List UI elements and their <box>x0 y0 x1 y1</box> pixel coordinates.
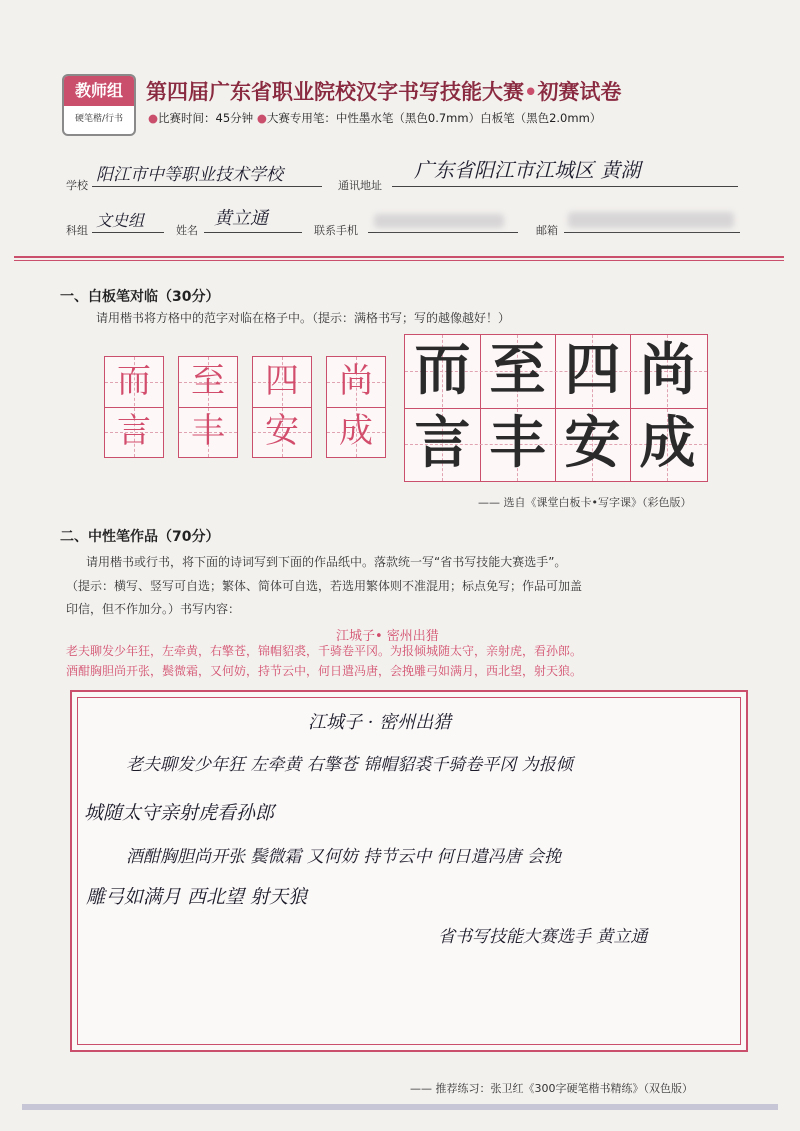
address-label: 通讯地址 <box>338 179 382 192</box>
name-label: 姓名 <box>176 224 198 237</box>
group-field[interactable] <box>92 208 164 233</box>
phone-label: 联系手机 <box>314 224 358 237</box>
model-char: 丰 <box>191 411 225 451</box>
copied-char: 丰 <box>489 411 546 476</box>
poem-line: 老夫聊发少年狂，左牵黄，右擎苍，锦帽貂裘，千骑卷平冈。为报倾城随太守，亲射虎，看孙郎。 <box>66 644 583 658</box>
title-dot: • <box>524 80 538 104</box>
copied-char: 成 <box>639 411 696 476</box>
copied-char: 四 <box>564 338 621 403</box>
subtitle <box>148 110 601 126</box>
model-char: 而 <box>117 361 151 401</box>
email-field[interactable] <box>564 208 740 233</box>
model-grid-3 <box>252 356 312 458</box>
model-char: 四 <box>265 361 299 401</box>
school-value: 阳江市中等职业技术学校 <box>96 165 283 185</box>
copied-char: 至 <box>489 338 546 403</box>
title-main: 第四届广东省职业院校汉字书写技能大赛 <box>146 80 524 104</box>
work-line: 雕弓如满月 西北望 射天狼 <box>86 886 308 908</box>
model-char: 安 <box>265 411 299 451</box>
name-value: 黄立通 <box>214 208 268 229</box>
model-char: 尚 <box>339 361 373 401</box>
copied-char: 而 <box>414 338 471 403</box>
divider <box>14 260 784 261</box>
copied-char: 言 <box>414 411 471 476</box>
page-title <box>146 76 621 106</box>
section2-instruction-1: 请用楷书或行书，将下面的诗词写到下面的作品纸中。落款统一写“省书写技能大赛选手”。 <box>86 555 567 569</box>
model-char: 至 <box>191 361 225 401</box>
section1-instruction: 请用楷书将方格中的范字对临在格子中。（提示：满格书写；写的越像越好！） <box>96 311 511 325</box>
copied-char: 安 <box>564 411 621 476</box>
group-badge <box>62 74 136 136</box>
section1-heading: 一、白板笔对临（30分） <box>60 289 220 305</box>
group-label: 科组 <box>66 224 88 237</box>
exam-time: 比赛时间：45分钟 <box>158 111 254 125</box>
name-field[interactable] <box>204 206 302 233</box>
section2-instruction-3: 印信，但不作加分。）书写内容： <box>66 602 241 616</box>
bullet-icon: ● <box>256 111 267 125</box>
model-char: 言 <box>117 411 151 451</box>
divider <box>14 256 784 258</box>
footer-bar <box>22 1104 778 1110</box>
phone-redacted <box>374 214 504 228</box>
section2-heading: 二、中性笔作品（70分） <box>60 529 220 545</box>
address-field[interactable] <box>392 160 738 187</box>
signature: 省书写技能大赛选手 黄立通 <box>438 927 648 947</box>
address-value: 广东省阳江市江城区 黄湖 <box>414 158 641 182</box>
exam-pens: 大赛专用笔：中性墨水笔（黑色0.7mm）白板笔（黑色2.0mm） <box>266 111 602 125</box>
work-line: 酒酣胸胆尚开张 鬓微霜 又何妨 持节云中 何日遣冯唐 会挽 <box>126 847 562 867</box>
copy-grid[interactable] <box>404 334 708 482</box>
section1-source: —— 选自《课堂白板卡•写字课》（彩色版） <box>478 496 692 509</box>
title-end: 初赛试卷 <box>537 80 622 104</box>
badge-subtitle: 硬笔楷/行书 <box>74 114 124 124</box>
group-value: 文史组 <box>96 211 145 230</box>
bullet-icon: ● <box>148 111 159 125</box>
copied-char: 尚 <box>639 338 696 403</box>
poem-title: 江城子• 密州出猎 <box>336 629 439 644</box>
badge-title: 教师组 <box>64 76 134 106</box>
poem-line: 酒酣胸胆尚开张，鬓微霜，又何妨，持节云中，何日遣冯唐，会挽雕弓如满月，西北望，射天狼。 <box>66 664 583 678</box>
school-label: 学校 <box>66 179 88 192</box>
email-redacted <box>568 212 734 228</box>
model-char: 成 <box>339 411 373 451</box>
email-label: 邮箱 <box>536 224 558 237</box>
work-line: 城随太守亲射虎看孙郎 <box>84 802 275 824</box>
section2-instruction-2: （提示：横写、竖写可自选；繁体、简体可自选，若选用繁体则不准混用；标点免写；作品可加盖 <box>66 579 583 593</box>
model-grid-2 <box>178 356 238 458</box>
recommendation: —— 推荐练习：张卫红《300字硬笔楷书精练》（双色版） <box>410 1082 693 1095</box>
work-line: 老夫聊发少年狂 左牵黄 右擎苍 锦帽貂裘千骑卷平冈 为报倾 <box>126 755 573 775</box>
work-title: 江城子 · 密州出猎 <box>308 712 452 733</box>
model-grid-1 <box>104 356 164 458</box>
model-grid-4 <box>326 356 386 458</box>
school-field[interactable] <box>92 160 322 187</box>
work-paper[interactable] <box>70 690 748 1052</box>
phone-field[interactable] <box>368 208 518 233</box>
